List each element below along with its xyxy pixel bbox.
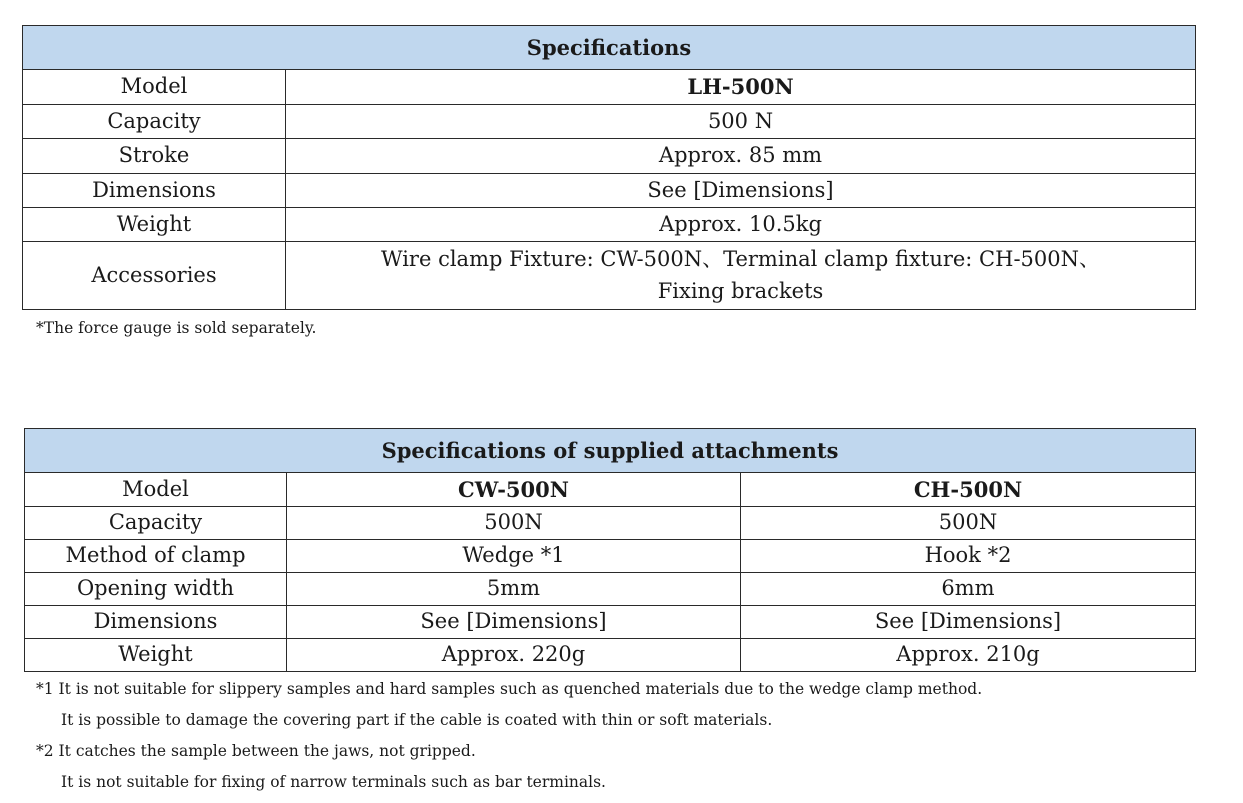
table-row [25, 639, 1196, 672]
row-label: Method of clamp [25, 540, 287, 573]
row-label: Weight [23, 208, 286, 242]
ch-clamp-method-value: Hook *2 [741, 540, 1196, 573]
dimensions-value: See [Dimensions] [286, 174, 1196, 208]
row-label: Accessories [23, 242, 286, 310]
table-row [23, 174, 1196, 208]
model-value: LH-500N [286, 70, 1196, 105]
footnote-2-line-1: *2 It catches the sample between the jaws, not gripped. [36, 742, 476, 760]
attachments-title: Specifications of supplied attachments [25, 429, 1196, 473]
footnote-1-line-1: *1 It is not suitable for slippery samples and hard samples such as quenched materials due to the wedge clamp method. [36, 680, 983, 698]
capacity-value: 500 N [286, 105, 1196, 139]
specifications-title: Specifications [23, 26, 1196, 70]
row-label: Capacity [25, 507, 287, 540]
specifications-table [22, 25, 1196, 310]
table-row [25, 573, 1196, 606]
ch-weight-value: Approx. 210g [741, 639, 1196, 672]
cw-dimensions-value: See [Dimensions] [287, 606, 741, 639]
ch-opening-width-value: 6mm [741, 573, 1196, 606]
table-row [23, 208, 1196, 242]
stroke-value: Approx. 85 mm [286, 139, 1196, 174]
table-row [25, 507, 1196, 540]
row-label: Opening width [25, 573, 287, 606]
table-row [23, 242, 1196, 310]
weight-value: Approx. 10.5kg [286, 208, 1196, 242]
ch-capacity-value: 500N [741, 507, 1196, 540]
footnote-2-line-2: It is not suitable for fixing of narrow terminals such as bar terminals. [61, 773, 606, 791]
force-gauge-note: *The force gauge is sold separately. [36, 319, 317, 337]
row-label: Capacity [23, 105, 286, 139]
accessories-line-2: Fixing brackets [657, 278, 824, 303]
row-label: Model [23, 70, 286, 105]
table-row [23, 70, 1196, 105]
accessories-value [286, 242, 1196, 310]
attachments-table [24, 428, 1196, 672]
table-row [23, 139, 1196, 174]
ch-model-value: CH-500N [741, 473, 1196, 507]
row-label: Weight [25, 639, 287, 672]
table-row [25, 606, 1196, 639]
cw-clamp-method-value: Wedge *1 [287, 540, 741, 573]
accessories-line-1: Wire clamp Fixture: CW-500N、Terminal clamp fixture: CH-500N、 [381, 247, 1100, 271]
row-label: Model [25, 473, 287, 507]
table-row [25, 540, 1196, 573]
table-row [25, 473, 1196, 507]
cw-weight-value: Approx. 220g [287, 639, 741, 672]
row-label: Dimensions [25, 606, 287, 639]
cw-model-value: CW-500N [287, 473, 741, 507]
ch-dimensions-value: See [Dimensions] [741, 606, 1196, 639]
cw-capacity-value: 500N [287, 507, 741, 540]
cw-opening-width-value: 5mm [287, 573, 741, 606]
row-label: Stroke [23, 139, 286, 174]
table-row [23, 105, 1196, 139]
row-label: Dimensions [23, 174, 286, 208]
footnote-1-line-2: It is possible to damage the covering part if the cable is coated with thin or soft materials. [61, 711, 773, 729]
